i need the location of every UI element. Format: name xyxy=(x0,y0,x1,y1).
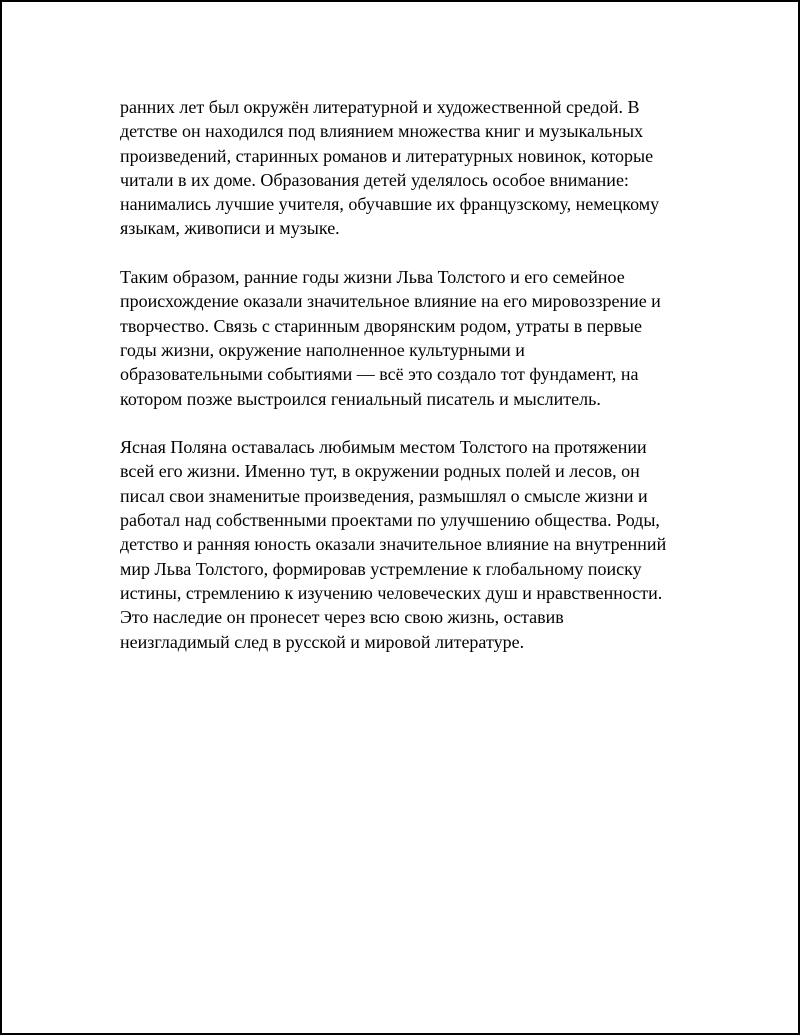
text-line: нанимались лучшие учителя, обучавшие их французскому, немецкому xyxy=(120,194,660,215)
text-line: ранних лет был окружён литературной и художественной средой. В xyxy=(120,97,640,117)
paragraph-1 xyxy=(120,95,710,241)
text-line: языкам, живописи и музыке. xyxy=(120,218,340,239)
text-line: произведений, старинных романов и литературных новинок, которые xyxy=(120,145,654,166)
text-line: истины, стремлению к изучению человеческих душ и нравственности. xyxy=(120,582,663,603)
text-line: писал свои знаменитые произведения, размышлял о смысле жизни и xyxy=(120,485,648,506)
document-body xyxy=(120,95,710,654)
text-line: Таким образом, ранние годы жизни Льва Толстого и его семейное xyxy=(120,267,625,288)
text-line: котором позже выстроился гениальный писатель и мыслитель. xyxy=(120,388,601,409)
text-line: происхождение оказали значительное влияние на его мировоззрение и xyxy=(120,291,661,312)
text-line: всей его жизни. Именно тут, в окружении родных полей и лесов, он xyxy=(120,461,640,482)
text-line: читали в их доме. Образования детей уделялось особое внимание: xyxy=(120,169,629,190)
text-line: работал над собственными проектами по улучшению общества. Роды, xyxy=(120,510,660,531)
text-line: творчество. Связь с старинным дворянским родом, утраты в первые xyxy=(120,315,642,336)
text-line: образовательными событиями — всё это создало тот фундамент, на xyxy=(120,364,639,385)
text-line: детстве он находился под влиянием множества книг и музыкальных xyxy=(120,121,644,142)
text-line: Это наследие он пронесет через всю свою жизнь, оставив xyxy=(120,607,564,628)
text-line: детство и ранняя юность оказали значительное влияние на внутренний xyxy=(120,534,667,555)
text-line: годы жизни, окружение наполненное культурными и xyxy=(120,339,525,360)
paragraph-2 xyxy=(120,265,710,411)
text-line: неизгладимый след в русской и мировой литературе. xyxy=(120,631,525,652)
paragraph-3 xyxy=(120,435,710,654)
text-line: Ясная Поляна оставалась любимым местом Толстого на протяжении xyxy=(120,437,647,458)
text-line: мир Льва Толстого, формировав устремление к глобальному поиску xyxy=(120,558,642,579)
